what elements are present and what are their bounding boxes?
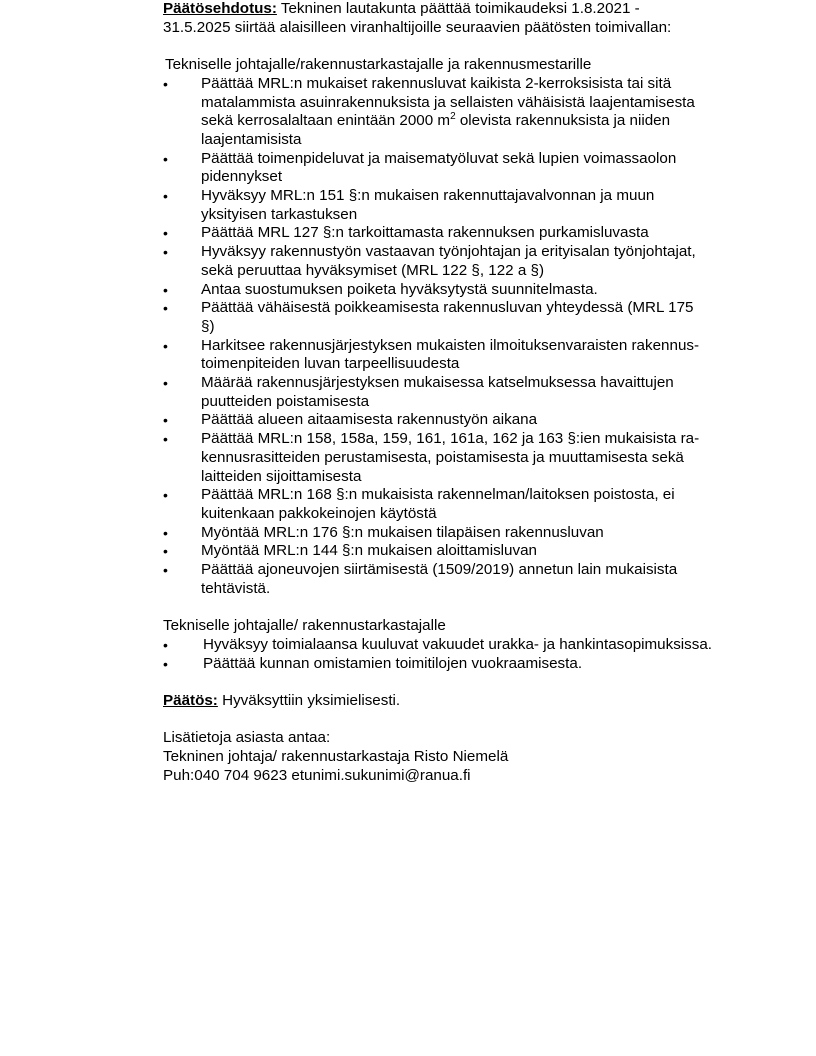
contact-line-3: Puh:040 704 9623 etunimi.sukunimi@ranua.fi [163,766,471,784]
list-item: • Hyväksyy toimialaansa kuuluvat vakuudet urakka- ja hankintasopimuksissa. [163,635,713,653]
section2-heading: Tekniselle johtajalle/ rakennustarkastajalle [163,617,446,635]
bullet-icon: • [163,75,168,92]
list-item: • Päättää vähäisestä poikkeamisesta rakennusluvan yhteydessä (MRL 175 §) [163,299,694,335]
section2-list [163,636,753,673]
list-item: • Antaa suostumuksen poiketa hyväksytystä suunnitelmasta. [163,280,598,298]
document-page [163,0,753,785]
bullet-icon: • [163,188,168,205]
bullet-icon: • [163,225,168,242]
bullet-icon: • [163,431,168,448]
list-item: • Päättää alueen aitaamisesta rakennustyön aikana [163,411,538,429]
section1-heading: Tekniselle johtajalle/rakennustarkastajalle ja rakennusmestarille [165,56,592,74]
list-item: • Päättää MRL:n mukaiset rakennusluvat kaikista 2-kerroksisista tai sitä matalammista asuinrakennuksista ja sellaisten vähäisistä laajentamisesta sekä kerrosalaltaan enintään 2000 $m^2$ olevista rakennuksista ja niiden laajentamisista [163,74,695,148]
bullet-icon: • [163,636,168,653]
bullet-icon: • [163,543,168,560]
decision-label: Päätös: [163,691,218,709]
list-item: • Myöntää MRL:n 144 §:n mukaisen aloittamisluvan [163,542,537,560]
list-item: • Päättää kunnan omistamien toimitilojen vuokraamisesta. [163,654,583,672]
bullet-icon: • [163,524,168,541]
contact-line-1: Lisätietoja asiasta antaa: [163,729,331,747]
decision-text: Hyväksyttiin yksimielisesti. [217,691,401,709]
bullet-icon: • [163,412,168,429]
list-item: • Hyväksyy rakennustyön vastaavan työnjohtajan ja erityisalan työnjohtajat, sekä peruuttaa hyväksymiset (MRL 122 §, 122 a §) [163,243,696,279]
proposal-line-1 [163,0,753,19]
proposal-text-1: Tekninen lautakunta päättää toimikaudeksi 1.8.2021 - [276,0,640,17]
list-item: • Myöntää MRL:n 176 §:n mukaisen tilapäisen rakennusluvan [163,523,604,541]
bullet-icon: • [163,375,168,392]
proposal-line-2: 31.5.2025 siirtää alaisilleen viranhaltijoille seuraavien päätösten toimivallan: [163,18,672,36]
bullet-icon: • [163,655,168,672]
list-item: • Päättää ajoneuvojen siirtämisestä (1509/2019) annetun lain mukaisista tehtävistä. [163,561,678,597]
bullet-icon: • [163,487,168,504]
list-item: • Hyväksyy MRL:n 151 §:n mukaisen rakennuttajavalvonnan ja muun yksityisen tarkastuksen [163,187,655,223]
list-item: • Harkitsee rakennusjärjestyksen mukaisten ilmoituksenvaraisten rakennus- toimenpiteiden luvan tarpeellisuudesta [163,336,700,373]
proposal-label: Päätösehdotus: [163,0,277,17]
bullet-icon: • [163,562,168,579]
bullet-icon: • [163,337,168,354]
bullet-icon: • [163,244,168,261]
section1-list [163,75,753,599]
bullet-icon: • [163,281,168,298]
decision-line [163,692,753,711]
list-item: • Päättää MRL:n 168 §:n mukaisista rakennelman/laitoksen poistosta, ei kuitenkaan pakkokeinojen käytöstä [163,486,675,522]
bullet-icon: • [163,300,168,317]
list-item: • Päättää MRL 127 §:n tarkoittamasta rakennuksen purkamisluvasta [163,224,649,242]
contact-line-2: Tekninen johtaja/ rakennustarkastaja Risto Niemelä [163,748,509,766]
bullet-icon: • [163,150,168,167]
list-item: • Päättää MRL:n 158, 158a, 159, 161, 161a, 162 ja 163 §:ien mukaisista ra- kennusrasitteiden perustamisesta, poistamisesta ja muuttamisesta sekä laitteiden sijoittamisesta [163,430,700,485]
list-item: • Määrää rakennusjärjestyksen mukaisessa katselmuksessa havaittujen puutteiden poistamisesta [163,374,674,410]
list-item: • Päättää toimenpideluvat ja maisematyöluvat sekä lupien voimassaolon pidennykset [163,149,677,186]
